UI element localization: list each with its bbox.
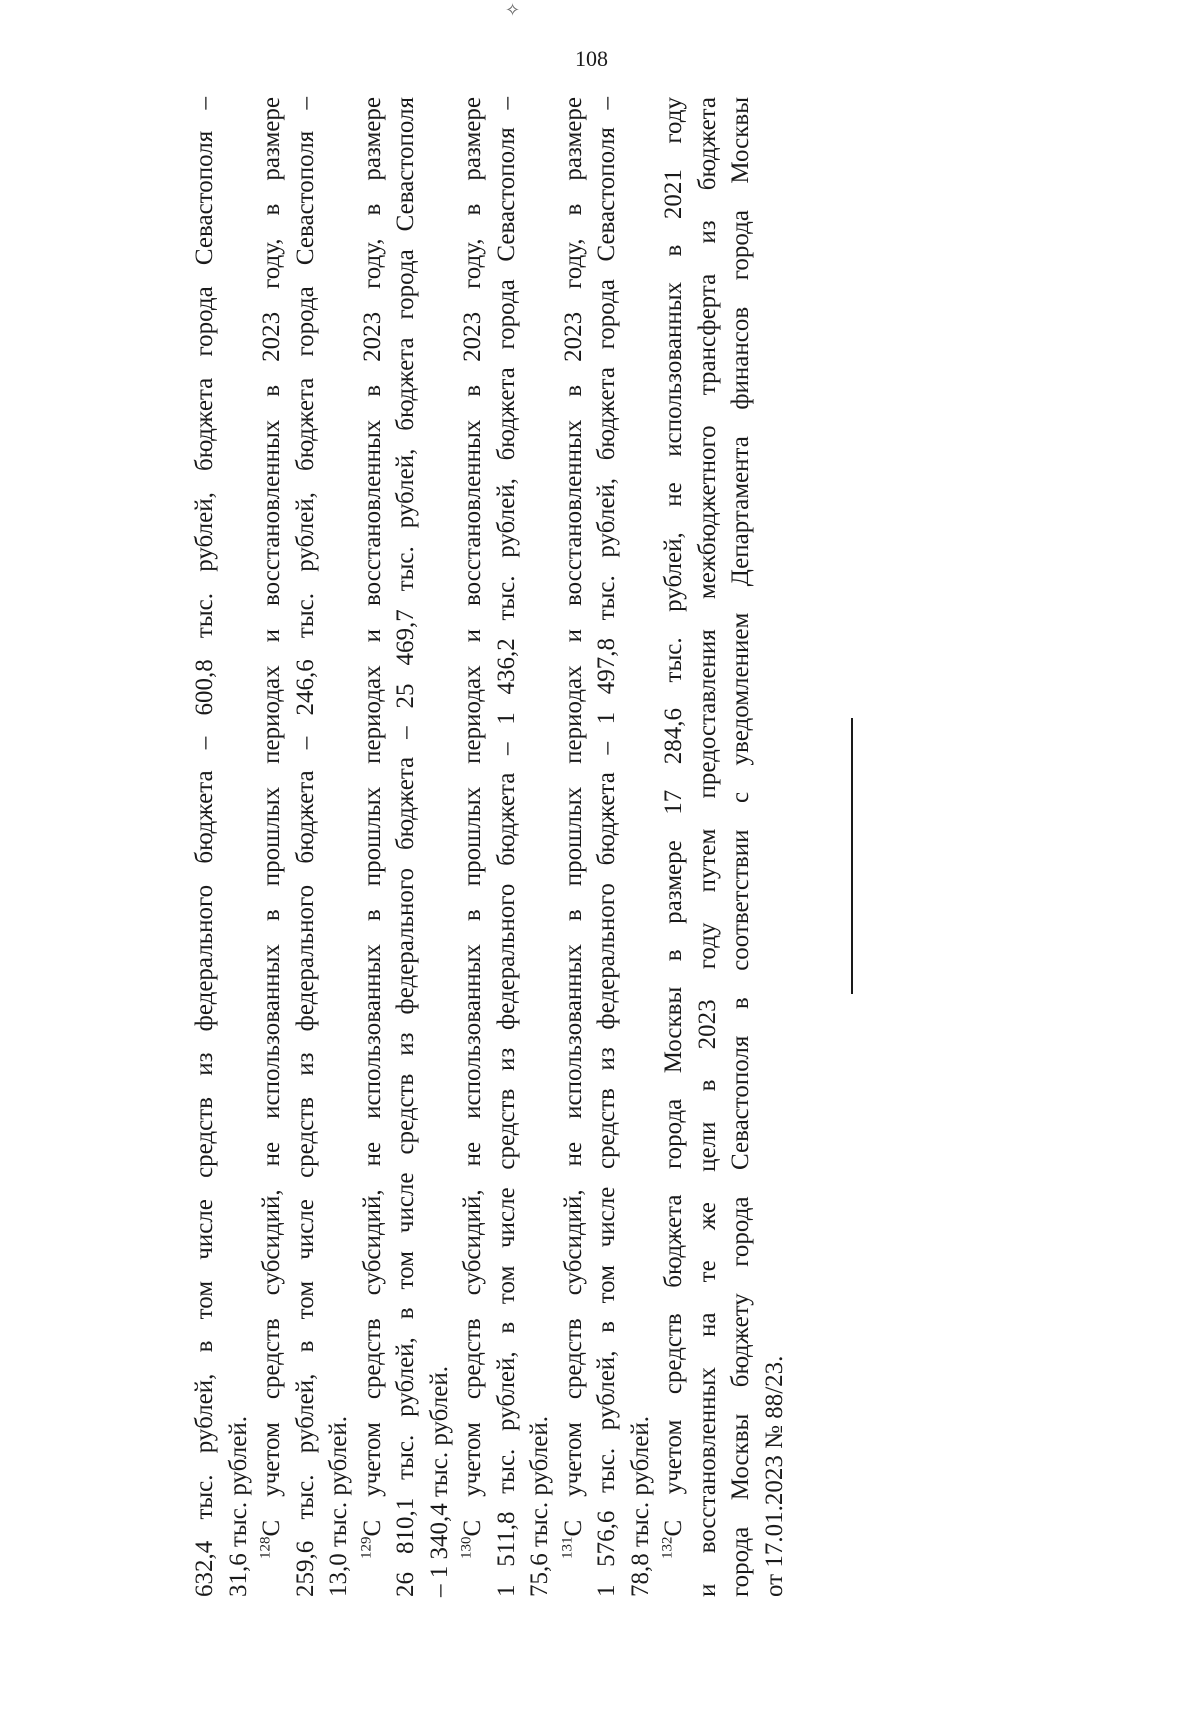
footnote-ref-128: 128 xyxy=(257,1536,274,1559)
footnote-line: от 17.01.2023 № 88/23. xyxy=(760,1355,788,1597)
footnote-line: 1 511,8 тыс. рублей, в том числе средств из федерального бюджета – 1 436,2 тыс. рублей, бюджета города Севастополя – xyxy=(492,97,520,1597)
footnote-132 xyxy=(657,97,691,1597)
scan-artifact-mark: ✧ xyxy=(505,0,521,20)
separator-line xyxy=(851,718,853,994)
footnote-line: 632,4 тыс. рублей, в том числе средств из федерального бюджета – 600,8 тыс. рублей, бюджета города Севастополя – xyxy=(191,97,218,1597)
footnote-ref-132: 132 xyxy=(659,1536,676,1559)
footnote-131 xyxy=(557,97,591,1597)
footnote-line: и восстановленных на те же цели в 2023 году путем предоставления межбюджетного трансферта из бюджета xyxy=(693,97,721,1597)
footnote-line: С учетом средств субсидий, не использованных в прошлых периодах и восстановленных в 2023 году, в размере xyxy=(258,97,285,1537)
footnote-line: С учетом средств субсидий, не использованных в прошлых периодах и восстановленных в 2023 году, в размере xyxy=(559,97,587,1537)
footnote-line: 78,8 тыс. рублей. xyxy=(626,1416,654,1597)
footnote-line: 1 576,6 тыс. рублей, в том числе средств из федерального бюджета – 1 497,8 тыс. рублей, бюджета города Севастополя – xyxy=(593,97,620,1597)
footnote-line: города Москвы бюджету города Севастополя в соответствии с уведомлением Департамента финансов города Москвы xyxy=(727,97,754,1597)
footnote-line: 13,0 тыс. рублей. xyxy=(325,1416,352,1597)
footnote-line: С учетом средств субсидий, не использованных в прошлых периодах и восстановленных в 2023 году, в размере xyxy=(358,97,386,1537)
footnote-128 xyxy=(255,97,289,1597)
footnote-line: – 1 340,4 тыс. рублей. xyxy=(425,1366,453,1597)
footnote-ref-131: 131 xyxy=(559,1536,576,1559)
footnote-ref-130: 130 xyxy=(458,1536,475,1559)
footnote-line: 26 810,1 тыс. рублей, в том числе средств из федерального бюджета – 25 469,7 тыс. рублей, бюджета города Севастополя xyxy=(392,97,419,1597)
footnote-line: С учетом средств бюджета города Москвы в размере 17 284,6 тыс. рублей, не использованных в 2021 году xyxy=(660,97,687,1537)
footnotes-block xyxy=(188,97,791,1597)
footnote-130 xyxy=(456,97,490,1597)
footnote-line: С учетом средств субсидий, не использованных в прошлых периодах и восстановленных в 2023 году, в размере xyxy=(459,97,486,1537)
footnote-129 xyxy=(356,97,390,1597)
footnote-line: 75,6 тыс. рублей. xyxy=(526,1416,553,1597)
footnote-line: 259,6 тыс. рублей, в том числе средств из федерального бюджета – 246,6 тыс. рублей, бюджета города Севастополя – xyxy=(291,97,319,1597)
footnote-ref-129: 129 xyxy=(358,1536,375,1559)
page-number: 108 xyxy=(575,46,608,71)
footnote-line: 31,6 тыс. рублей. xyxy=(224,1416,252,1597)
